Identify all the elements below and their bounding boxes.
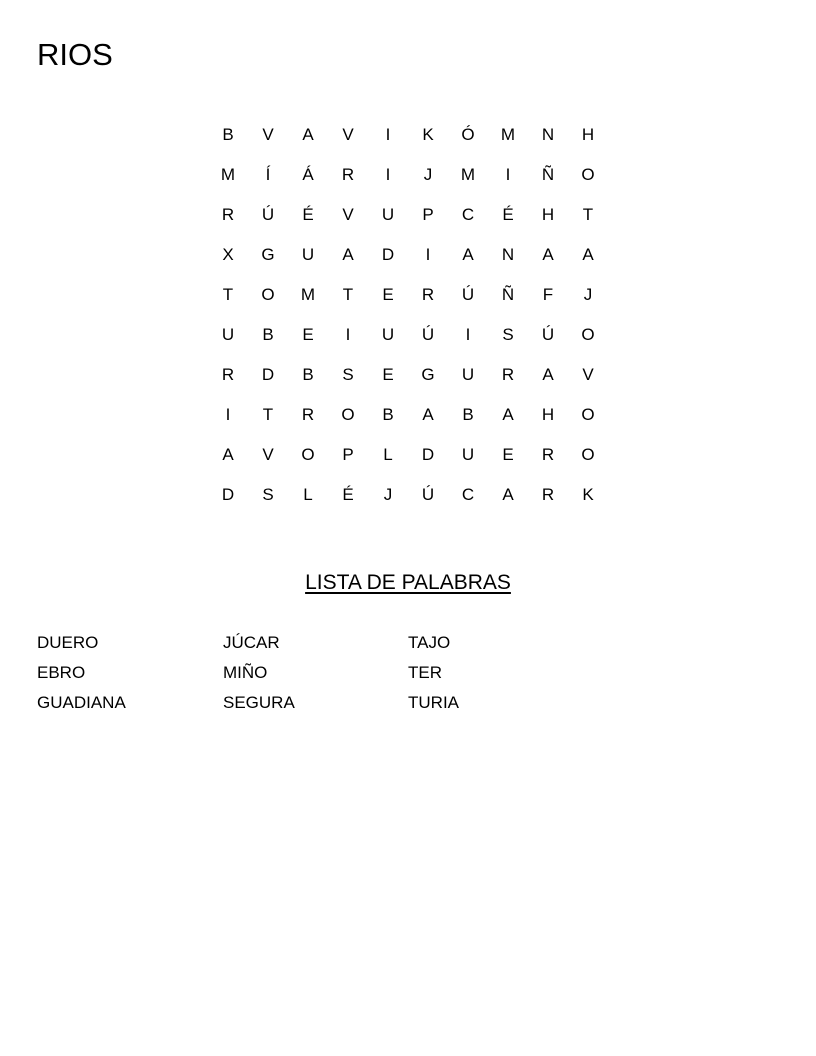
grid-cell[interactable]: U (301, 245, 315, 264)
grid-cell[interactable]: N (501, 245, 515, 264)
grid-cell[interactable]: Ó (461, 125, 475, 144)
page-title: RIOS (37, 37, 113, 72)
grid-cell[interactable]: É (502, 205, 514, 224)
grid-cell[interactable]: V (342, 125, 354, 144)
grid-cell[interactable]: A (502, 405, 514, 424)
grid-cell[interactable]: Ú (461, 285, 475, 304)
grid-cell[interactable]: A (342, 245, 354, 264)
grid-cell[interactable]: A (502, 485, 514, 504)
grid-cell[interactable]: M (220, 165, 236, 184)
grid-cell[interactable]: B (382, 405, 394, 424)
grid-cell[interactable]: L (383, 445, 393, 464)
grid-cell[interactable]: H (541, 205, 555, 224)
grid-cell[interactable]: Ñ (501, 285, 515, 304)
grid-cell[interactable]: É (342, 485, 354, 504)
grid-cell[interactable]: H (541, 405, 555, 424)
word-list-item: SEGURA (223, 693, 295, 712)
grid-cell[interactable]: Ú (261, 205, 275, 224)
grid-cell[interactable]: A (542, 245, 554, 264)
grid-cell[interactable]: Í (265, 165, 271, 184)
grid-cell[interactable]: Á (302, 165, 314, 184)
word-list-column (223, 628, 295, 718)
word-list-column (37, 628, 126, 718)
grid-cell[interactable]: N (541, 125, 555, 144)
grid-cell[interactable]: E (382, 285, 394, 304)
grid-cell[interactable]: U (461, 365, 475, 384)
grid-cell[interactable]: K (582, 485, 594, 504)
grid-cell[interactable]: G (421, 365, 435, 384)
word-search-grid (208, 115, 608, 515)
grid-cell[interactable]: X (222, 245, 234, 264)
grid-cell[interactable]: O (581, 405, 595, 424)
grid-cell[interactable]: I (465, 325, 471, 344)
grid-cell[interactable]: F (542, 285, 554, 304)
word-list-item: EBRO (37, 663, 86, 682)
grid-cell[interactable]: P (422, 205, 434, 224)
grid-cell[interactable]: M (300, 285, 316, 304)
grid-cell[interactable]: C (461, 485, 475, 504)
grid-cell[interactable]: S (502, 325, 514, 344)
grid-cell[interactable]: A (582, 245, 594, 264)
grid-row (208, 275, 608, 315)
grid-row (208, 115, 608, 155)
grid-cell[interactable]: I (385, 165, 391, 184)
grid-cell[interactable]: T (222, 285, 234, 304)
grid-cell[interactable]: D (261, 365, 275, 384)
grid-cell[interactable]: E (502, 445, 514, 464)
grid-cell[interactable]: Ñ (541, 165, 555, 184)
grid-cell[interactable]: T (582, 205, 594, 224)
word-list-item: TER (408, 663, 442, 682)
grid-row (208, 235, 608, 275)
grid-cell[interactable]: Ú (421, 485, 435, 504)
grid-cell[interactable]: U (381, 205, 395, 224)
grid-cell[interactable]: O (581, 325, 595, 344)
word-list-column (408, 628, 459, 718)
grid-cell[interactable]: B (262, 325, 274, 344)
grid-cell[interactable]: I (225, 405, 231, 424)
grid-cell[interactable]: D (421, 445, 435, 464)
grid-cell[interactable]: R (421, 285, 435, 304)
word-list-item: MIÑO (223, 663, 268, 682)
grid-cell[interactable]: L (303, 485, 313, 504)
word-list-item: TURIA (408, 693, 459, 712)
grid-cell[interactable]: Ú (421, 325, 435, 344)
word-list-heading (0, 570, 816, 596)
grid-row (208, 475, 608, 515)
word-list-title: LISTA DE PALABRAS (305, 571, 511, 594)
grid-cell[interactable]: B (302, 365, 314, 384)
grid-cell[interactable]: A (462, 245, 474, 264)
grid-cell[interactable]: O (581, 445, 595, 464)
grid-cell[interactable]: R (221, 205, 235, 224)
grid-cell[interactable]: K (422, 125, 434, 144)
grid-cell[interactable]: T (262, 405, 274, 424)
grid-cell[interactable]: A (542, 365, 554, 384)
grid-cell[interactable]: M (460, 165, 476, 184)
grid-cell[interactable]: B (462, 405, 474, 424)
grid-cell[interactable]: B (222, 125, 234, 144)
grid-cell[interactable]: U (381, 325, 395, 344)
grid-cell[interactable]: I (345, 325, 351, 344)
grid-cell[interactable]: I (385, 125, 391, 144)
word-list-item: GUADIANA (37, 693, 126, 712)
grid-cell[interactable]: P (342, 445, 354, 464)
grid-cell[interactable]: É (302, 205, 314, 224)
grid-cell[interactable]: V (262, 445, 274, 464)
grid-cell[interactable]: A (222, 445, 234, 464)
grid-cell[interactable]: Ú (541, 325, 555, 344)
grid-cell[interactable]: J (423, 165, 433, 184)
grid-cell[interactable]: U (461, 445, 475, 464)
grid-cell[interactable]: D (221, 485, 235, 504)
grid-cell[interactable]: V (342, 205, 354, 224)
grid-row (208, 395, 608, 435)
grid-cell[interactable]: V (262, 125, 274, 144)
grid-cell[interactable]: G (261, 245, 275, 264)
grid-row (208, 155, 608, 195)
grid-cell[interactable]: C (461, 205, 475, 224)
grid-cell[interactable]: M (500, 125, 516, 144)
grid-row (208, 195, 608, 235)
grid-cell[interactable]: E (302, 325, 314, 344)
word-list-item: DUERO (37, 633, 99, 652)
grid-cell[interactable]: U (221, 325, 235, 344)
grid-cell[interactable]: R (221, 365, 235, 384)
word-list-item: JÚCAR (223, 633, 280, 652)
grid-cell[interactable]: I (505, 165, 511, 184)
grid-cell[interactable]: J (383, 485, 393, 504)
grid-cell[interactable]: V (582, 365, 594, 384)
grid-cell[interactable]: S (262, 485, 274, 504)
grid-cell[interactable]: A (302, 125, 314, 144)
grid-cell[interactable]: T (342, 285, 354, 304)
grid-cell[interactable]: O (301, 445, 315, 464)
grid-cell[interactable]: E (382, 365, 394, 384)
grid-cell[interactable]: R (341, 165, 355, 184)
grid-cell[interactable]: O (261, 285, 275, 304)
grid-cell[interactable]: D (381, 245, 395, 264)
grid-row (208, 435, 608, 475)
grid-row (208, 315, 608, 355)
grid-cell[interactable]: O (341, 405, 355, 424)
grid-cell[interactable]: A (422, 405, 434, 424)
grid-row (208, 355, 608, 395)
grid-cell[interactable]: I (425, 245, 431, 264)
word-list-item: TAJO (408, 633, 451, 652)
grid-cell[interactable]: R (541, 485, 555, 504)
grid-cell[interactable]: S (342, 365, 354, 384)
grid-cell[interactable]: O (581, 165, 595, 184)
grid-cell[interactable]: H (581, 125, 595, 144)
grid-cell[interactable]: R (541, 445, 555, 464)
grid-cell[interactable]: J (583, 285, 593, 304)
grid-cell[interactable]: R (301, 405, 315, 424)
grid-cell[interactable]: R (501, 365, 515, 384)
